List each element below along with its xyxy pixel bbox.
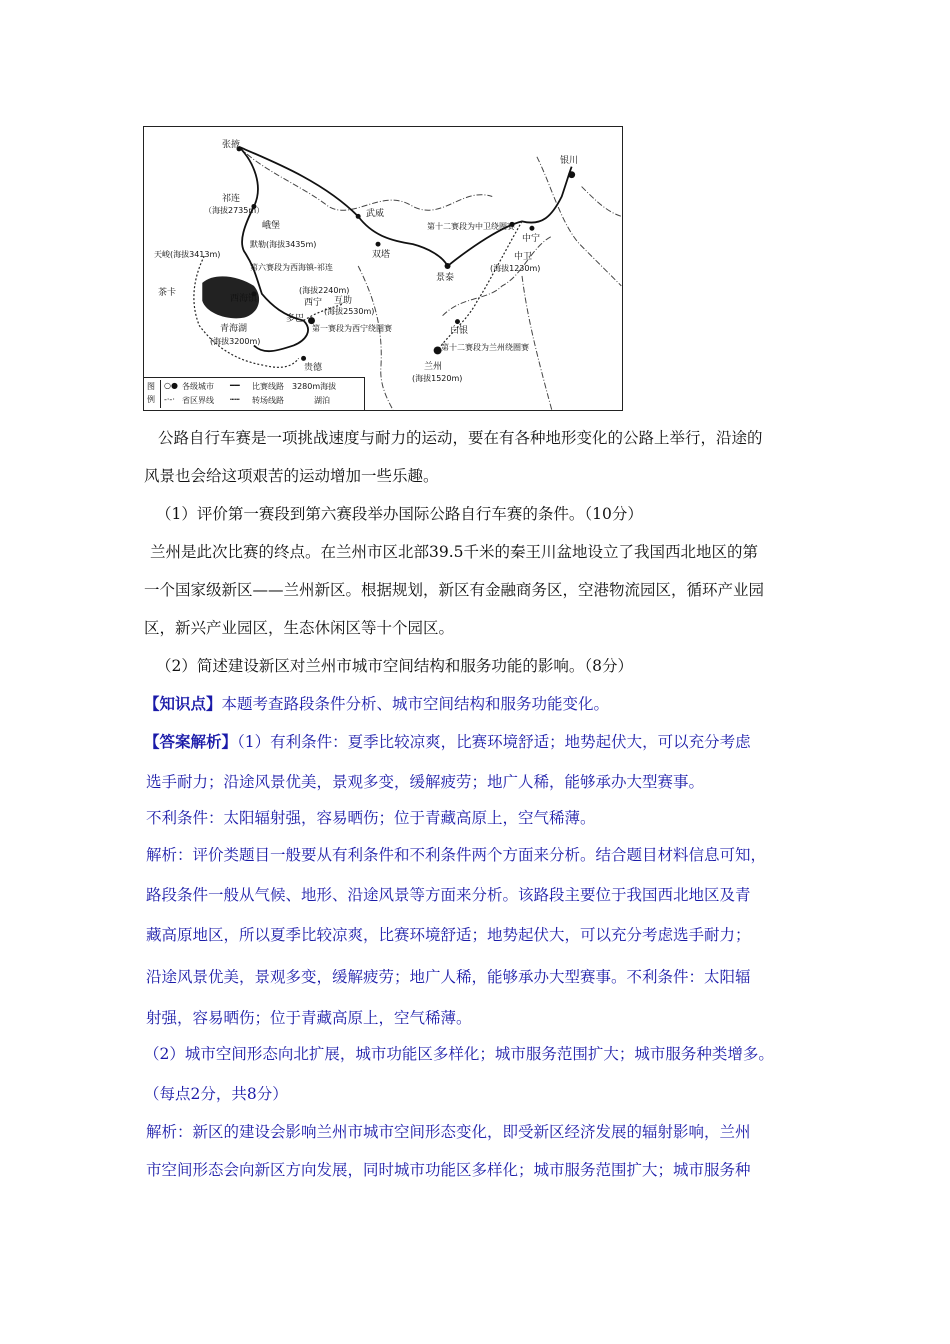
material-line-2: 一个国家级新区——兰州新区。根据规划，新区有金融商务区，空港物流园区，循环产业园 [144, 581, 765, 599]
label-xihaizhen: 西海镇 [230, 294, 258, 304]
label-stage6: 第六赛段为西海镇-祁连 [250, 263, 333, 272]
material-line-3: 区，新兴产业园区，生态休闲区等十个园区。 [144, 619, 455, 637]
boundary-6 [582, 187, 622, 217]
label-moerle: 默勒(海拔3435m) [250, 240, 317, 249]
label-guide: 贵德 [304, 363, 323, 373]
answer-line-4: 解析：评价类题目一般要从有利条件和不利条件两个方面来分析。结合题目材料信息可知， [146, 846, 767, 864]
label-chaka: 茶卡 [158, 288, 177, 298]
route-map [143, 126, 623, 411]
label-jingtai: 景泰 [436, 273, 455, 283]
label-xining-alt: (海拔2240m) [299, 286, 350, 295]
label-baiyin: 白银 [450, 326, 469, 336]
knowledge-label: 【知识点】 [144, 694, 222, 713]
intro-line-2: 风景也会给这项艰苦的运动增加一些乐趣。 [144, 467, 439, 485]
boundary-3 [443, 236, 552, 315]
label-zhongwei: 中卫 [514, 252, 533, 262]
boundary-1 [239, 147, 492, 210]
label-shuangta: 双塔 [372, 250, 391, 260]
knowledge-text: 本题考查路段条件分析、城市空间结构和服务功能变化。 [221, 695, 610, 713]
legend-route-icon: ━━ [230, 381, 240, 390]
answer-line-1 [144, 731, 824, 753]
label-qinghaihu-alt: (海拔3200m) [210, 337, 261, 346]
answer-line-2: 选手耐力；沿途风景优美，景观多变，缓解疲劳；地广人稀，能够承办大型赛事。 [146, 773, 705, 791]
label-huzhu: 互助 [334, 296, 353, 306]
label-qinghaihu: 青海湖 [220, 324, 248, 334]
label-xining: 西宁 [304, 298, 323, 308]
intro-line-1: 公路自行车赛是一项挑战速度与耐力的运动，要在有各种地形变化的公路上举行，沿途的 [158, 429, 763, 447]
label-lanzhou-alt: (海拔1520m) [412, 374, 463, 383]
answer-line-7: 沿途风景优美，景观多变，缓解疲劳；地广人稀，能够承办大型赛事。不利条件：太阳辐 [146, 968, 751, 986]
answer-line-3: 不利条件：太阳辐射强，容易晒伤；位于青藏高原上，空气稀薄。 [146, 809, 596, 827]
label-yinchuan: 银川 [560, 156, 579, 166]
label-stage12a: 第十二赛段为中卫绕圈赛 [427, 222, 515, 231]
label-zhongwei-alt: (海拔1230m) [490, 264, 541, 273]
label-lanzhou: 兰州 [424, 362, 443, 372]
legend-cities: 各级城市 [182, 382, 214, 391]
question-1: （1）评价第一赛段到第六赛段举办国际公路自行车赛的条件。（10分） [156, 505, 643, 523]
label-ebao: 峨堡 [262, 221, 281, 231]
answer2-line-3: 解析：新区的建设会影响兰州市城市空间形态变化，即受新区经济发展的辐射影响，兰州 [146, 1123, 751, 1141]
answer2-line-1: （2）城市空间形态向北扩展，城市功能区多样化；城市服务范围扩大；城市服务种类增多。 [144, 1045, 774, 1063]
legend-boundary: 省区界线 [182, 396, 214, 405]
label-zhongning: 中宁 [522, 234, 541, 244]
legend-transfer-icon: ┅┅ [230, 395, 240, 404]
material-line-1: 兰州是此次比赛的终点。在兰州市区北部39.5千米的秦王川盆地设立了我国西北地区的第 [150, 543, 759, 561]
city-dot-shuangta [376, 242, 381, 247]
city-dot-yinchuan [568, 171, 575, 178]
city-dot-guide [301, 356, 306, 361]
city-dot-jingtai [445, 263, 451, 269]
city-dot-zhongning [529, 226, 534, 231]
question-2: （2）简述建设新区对兰州市城市空间结构和服务功能的影响。（8分） [156, 657, 633, 675]
answer2-line-2: （每点2分，共8分） [144, 1085, 288, 1103]
answer-line-6: 藏高原地区，所以夏季比较凉爽，比赛环境舒适；地势起伏大，可以充分考虑选手耐力； [146, 926, 751, 944]
route-map-drawing [144, 127, 622, 410]
answer-line-8: 射强，容易晒伤；位于青藏高原上，空气稀薄。 [146, 1009, 472, 1027]
label-zhangye: 张掖 [222, 140, 241, 150]
answer-text-1: （1）有利条件：夏季比较凉爽，比赛环境舒适；地势起伏大，可以充分考虑 [237, 733, 751, 751]
map-legend [144, 377, 365, 410]
legend-transfer: 转场线路 [252, 396, 284, 405]
legend-cities-icon: ○● [164, 381, 178, 390]
legend-altitude: 3280m海拔 [292, 382, 337, 391]
label-huzhu-alt: (海拔2530m) [324, 307, 375, 316]
label-qilian: 祁连 [222, 194, 241, 204]
label-wuwei: 武威 [366, 209, 385, 219]
answer-line-5: 路段条件一般从气候、地形、沿途风景等方面来分析。该路段主要位于我国西北地区及青 [146, 886, 751, 904]
route-east [448, 167, 572, 266]
label-tianjun: 天峻(海拔3413m) [154, 250, 221, 259]
city-dot-wuwei [356, 214, 361, 219]
legend-lake: 湖泊 [314, 396, 330, 405]
legend-title: 图例 [147, 380, 161, 408]
knowledge-point [144, 693, 824, 715]
boundary-4 [537, 157, 621, 286]
answer2-line-4: 市空间形态会向新区方向发展，同时城市功能区多样化；城市服务范围扩大；城市服务种 [146, 1161, 751, 1179]
legend-boundary-icon: -·-· [164, 395, 175, 404]
label-stage12b: 第十二赛段为兰州绕圈赛 [441, 343, 529, 352]
label-stage1: 第一赛段为西宁绕圈赛 [312, 324, 392, 333]
city-dot-baiyin [455, 319, 460, 324]
answer-label: 【答案解析】 [144, 732, 238, 751]
label-duoba: 多巴 [286, 314, 305, 324]
legend-route: 比赛线路 [252, 382, 284, 391]
label-qilian-alt: （海拔2735m） [204, 206, 265, 215]
